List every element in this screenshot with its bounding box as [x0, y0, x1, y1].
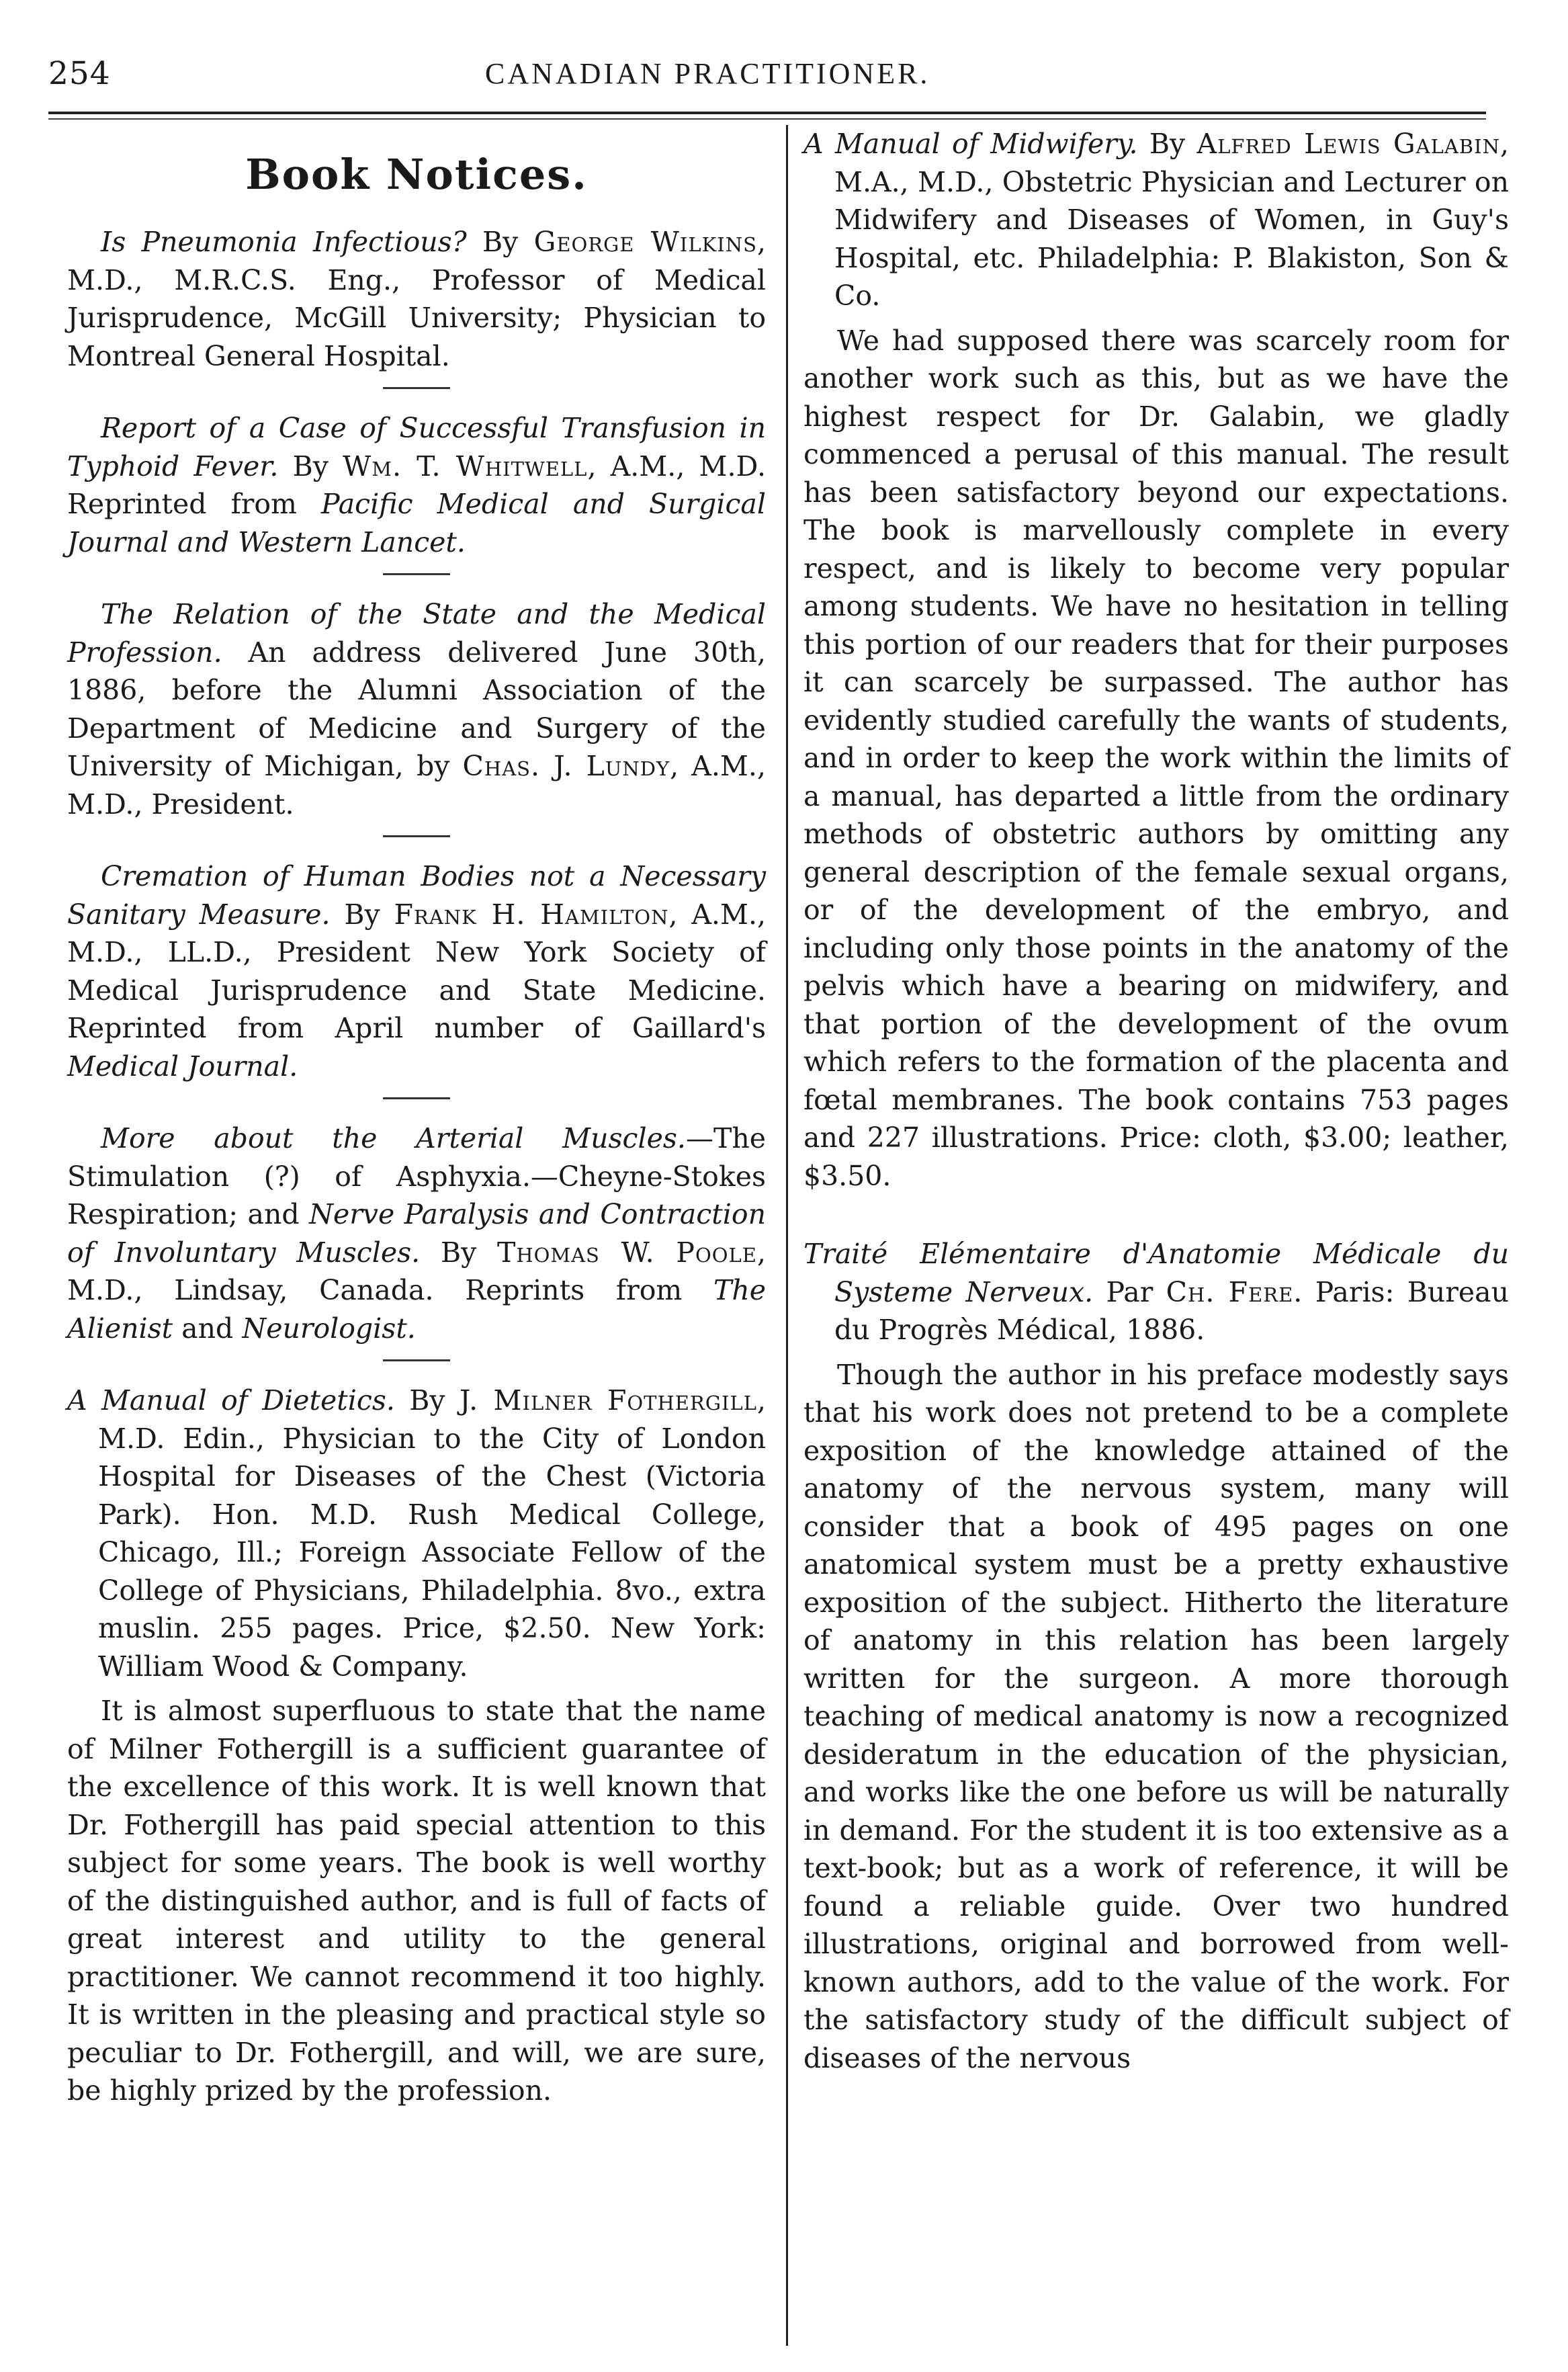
notice-author: George Wilkins — [533, 226, 757, 258]
running-title: CANADIAN PRACTITIONER. — [485, 57, 930, 90]
notice-author: Thomas W. Poole — [497, 1236, 757, 1269]
separator — [383, 1359, 450, 1361]
notice-author: Chas. J. Lundy — [462, 750, 670, 782]
notice-author: Ch. Fere — [1166, 1275, 1294, 1308]
review-dietetics: It is almost superfluous to state that the name of Milner Fothergill is a sufficient guarantee of the excellence of this work. It is well known that Dr. Fothergill has paid special attention to this subject for some years. The book is well worthy of the distinguished author, and is full of facts of great interest and utility to the general practitioner. We cannot recommend it too highly. It is written in the pleasing and practical style so peculiar to Dr. Fothergill, and will, we are sure, be highly prized by the profession. — [67, 1695, 766, 2107]
separator — [383, 835, 450, 837]
page-number: 254 — [48, 55, 111, 92]
header-rule-thin — [48, 118, 1486, 120]
header-rule — [48, 112, 1486, 114]
notice-title: A Manual of Dietetics. — [67, 1384, 395, 1416]
notice-author: Alfred Lewis Galabin — [1196, 128, 1500, 160]
notice-transfusion: Report of a Case of Successful Transfusion in Typhoid Fever. By Wm. T. Whitwell, A.M., M.D. Reprinted from Pacific Medical and Surgical Journal and Western Lancet. — [67, 412, 766, 558]
column-divider — [786, 125, 788, 2346]
separator — [383, 387, 450, 389]
notice-title: More about the Arterial Muscles. — [101, 1122, 686, 1154]
notice-author: Wm. T. Whitwell — [343, 450, 588, 482]
notice-author: J. Milner Fothergill — [459, 1384, 757, 1416]
notice-journal-2: Neurologist. — [242, 1312, 416, 1345]
notice-midwifery: A Manual of Midwifery. By Alfred Lewis Galabin, M.A., M.D., Obstetric Physician and Lecturer on Midwifery and Diseases of Women, in Guy's Hospital, etc. Philadelphia: P. Blakiston, Son & Co. — [803, 128, 1509, 312]
notice-state-medical: The Relation of the State and the Medical Profession. An address delivered June 30th, 1886, before the Alumni Association of the Department of Medicine and Surgery of the University of Michigan, by Chas. J. Lundy, A.M., M.D., President. — [67, 598, 766, 820]
notice-journal: Pacific Medical and Surgical Journal and Western Lancet. — [67, 488, 766, 558]
left-column — [67, 125, 766, 2110]
notice-title: Cremation of Human Bodies not a Necessary Sanitary Measure. — [67, 860, 766, 931]
separator — [383, 1097, 450, 1099]
right-column — [803, 125, 1509, 2077]
notice-journal: The Alienist — [67, 1274, 766, 1345]
notice-title: Report of a Case of Successful Transfusion in Typhoid Fever. — [67, 412, 766, 482]
notice-title: The Relation of the State and the Medical Profession. — [67, 598, 766, 669]
separator — [383, 573, 450, 575]
notice-journal: Medical Journal. — [67, 1050, 298, 1083]
notice-cremation: Cremation of Human Bodies not a Necessary Sanitary Measure. By Frank H. Hamilton, A.M., M.D., LL.D., President New York Society of Medical Jurisprudence and State Medicine. Reprinted from April number of Gaillard's Medical Journal. — [67, 860, 767, 1083]
notice-title: A Manual of Midwifery. — [803, 128, 1138, 160]
section-heading: Book Notices. — [245, 150, 588, 199]
notice-dietetics: A Manual of Dietetics. By J. Milner Fothergill, M.D. Edin., Physician to the City of London Hospital for Diseases of the Chest (Victoria Park). Hon. M.D. Rush Medical College, Chicago, Ill.; Foreign Associate Fellow of the College of Physicians, Philadelphia. 8vo., extra muslin. 255 pages. Price, $2.50. New York: William Wood & Company. — [67, 1384, 766, 1683]
review-anatomie: Though the author in his preface modestly says that his work does not pretend to be a complete exposition of the knowledge attained of the anatomy of the nervous system, many will consider that a book of 495 pages on one anatomical system must be a pretty exhaustive exposition of the subject. Hitherto the literature of anatomy in this relation has been largely written for the surgeon. A more thorough teaching of medical anatomy is now a recognized desideratum in the education of the physician, and works like the one before us will be naturally in demand. For the student it is too extensive as a text-book; but as a work of reference, it will be found a reliable guide. Over two hundred illustrations, original and borrowed from well-known authors, add to the value of the work. For the satisfactory study of the difficult subject of diseases of the nervous — [803, 1358, 1509, 2074]
page-header — [48, 46, 1486, 106]
notice-title: Is Pneumonia Infectious? — [101, 226, 467, 258]
notice-title: Traité Elémentaire d'Anatomie Médicale du Systeme Nerveux. — [803, 1238, 1509, 1308]
notice-anatomie: Traité Elémentaire d'Anatomie Médicale du Systeme Nerveux. Par Ch. Fere. Paris: Bureau du Progrès Médical, 1886. — [803, 1238, 1509, 1346]
notice-pneumonia: Is Pneumonia Infectious? By George Wilkins, M.D., M.R.C.S. Eng., Professor of Medical Jurisprudence, McGill University; Physician to Montreal General Hospital. — [67, 226, 766, 372]
notice-arterial-muscles: More about the Arterial Muscles.—The Stimulation (?) of Asphyxia.—Cheyne-Stokes Respiration; and Nerve Paralysis and Contraction of Involuntary Muscles. By Thomas W. Poole, M.D., Lindsay, Canada. Reprints from The Alienist and Neurologist. — [67, 1122, 766, 1345]
notice-author: Frank H. Hamilton — [394, 898, 669, 931]
review-midwifery: We had supposed there was scarcely room for another work such as this, but as we have the highest respect for Dr. Galabin, we gladly commenced a perusal of this manual. The result has been satisfactory beyond our expectations. The book is marvellously complete in every respect, and is likely to become very popular among students. We have no hesitation in telling this portion of our readers that for their purposes it can scarcely be surpassed. The author has evidently studied carefully the wants of students, and in order to keep the work within the limits of a manual, has departed a little from the ordinary methods of obstetric authors by omitting any general description of the female sexual organs, or of the development of the embryo, and including only those points in the anatomy of the pelvis which have a bearing on midwifery, and that portion of the development of the ovum which refers to the formation of the placenta and fœtal membranes. The book contains 753 pages and 227 illustrations. Price: cloth, $3.00; leather, $3.50. — [803, 324, 1509, 1192]
notice-title-2: Nerve Paralysis and Contraction of Involuntary Muscles. — [67, 1198, 766, 1269]
